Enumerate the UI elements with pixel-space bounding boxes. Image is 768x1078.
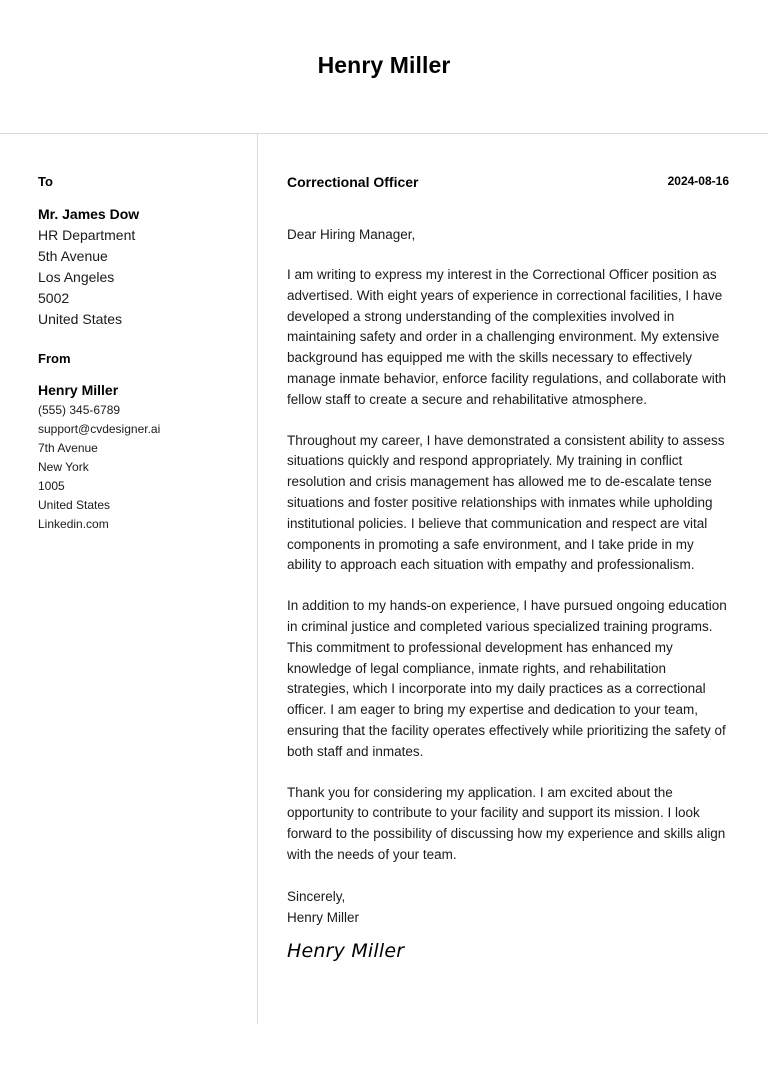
recipient-city: Los Angeles — [38, 269, 115, 285]
closing — [287, 886, 729, 928]
letter-body — [287, 173, 729, 962]
paragraph-4: Thank you for considering my application. I am excited about the opportunity to contribute to your facility and support its mission. I look forward to the possibility of discussing how my experience and skills align with the needs of your team. — [287, 784, 726, 862]
from-label: From — [38, 351, 71, 366]
sender-linkedin: Linkedin.com — [38, 517, 109, 531]
sender-city: New York — [38, 460, 89, 474]
paragraph-1: I am writing to express my interest in the Correctional Officer position as advertised. With eight years of experience in correctional facilities, I have developed a strong understanding of the complexities involved in maintaining safety and order in a challenging environment. My extensive background has equipped me with the skills necessary to effectively manage inmate behavior, enforce facility regulations, and collaborate with fellow staff to create a secure and rehabilitative atmosphere. — [287, 267, 727, 407]
sender-zip: 1005 — [38, 479, 65, 493]
paragraph-3: In addition to my hands-on experience, I have pursued ongoing education in criminal justice and completed various specialized training programs. This commitment to professional development has enhanced my knowledge of legal compliance, inmate rights, and rehabilitation strategies, which I incorporate into my daily practices as a correctional officer. I am eager to bring my expertise and dedication to your team, ensuring that the facility operates effectively while prioritizing the safety of both staff and inmates. — [287, 598, 727, 759]
recipient-name: Mr. James Dow — [38, 206, 140, 222]
sender-country: United States — [38, 498, 111, 512]
letter-date: 2024-08-16 — [667, 174, 729, 188]
sender-phone: (555) 345-6789 — [38, 403, 121, 417]
letter-heading — [287, 173, 729, 193]
paragraph-2: Throughout my career, I have demonstrated a consistent ability to assess situations quickly and respond appropriately. My training in conflict resolution and crisis management has allowed me to de-escalate tense situations and foster positive relationships with inmates while upholding institutional policies. I believe that communication and respect are vital components in promoting a safe environment, and I take pride in my ability to approach each situation with empathy and professionalism. — [287, 432, 725, 573]
column-divider — [257, 134, 258, 1024]
sidebar — [38, 173, 248, 534]
sender-street: 7th Avenue — [38, 441, 98, 455]
sender-email: support@cvdesigner.ai — [38, 422, 161, 436]
page-header — [0, 0, 768, 134]
recipient-zip: 5002 — [38, 290, 70, 306]
closing-phrase: Sincerely, — [287, 888, 346, 904]
recipient-street: 5th Avenue — [38, 248, 108, 264]
recipient-country: United States — [38, 311, 123, 327]
to-label: To — [38, 174, 53, 189]
closing-name: Henry Miller — [287, 909, 360, 925]
job-title: Correctional Officer — [287, 174, 419, 190]
page-title: Henry Miller — [317, 52, 451, 78]
signature: Henry Miller — [287, 939, 405, 962]
salutation: Dear Hiring Manager, — [287, 227, 416, 242]
sender-name: Henry Miller — [38, 382, 119, 398]
recipient-department: HR Department — [38, 227, 136, 243]
